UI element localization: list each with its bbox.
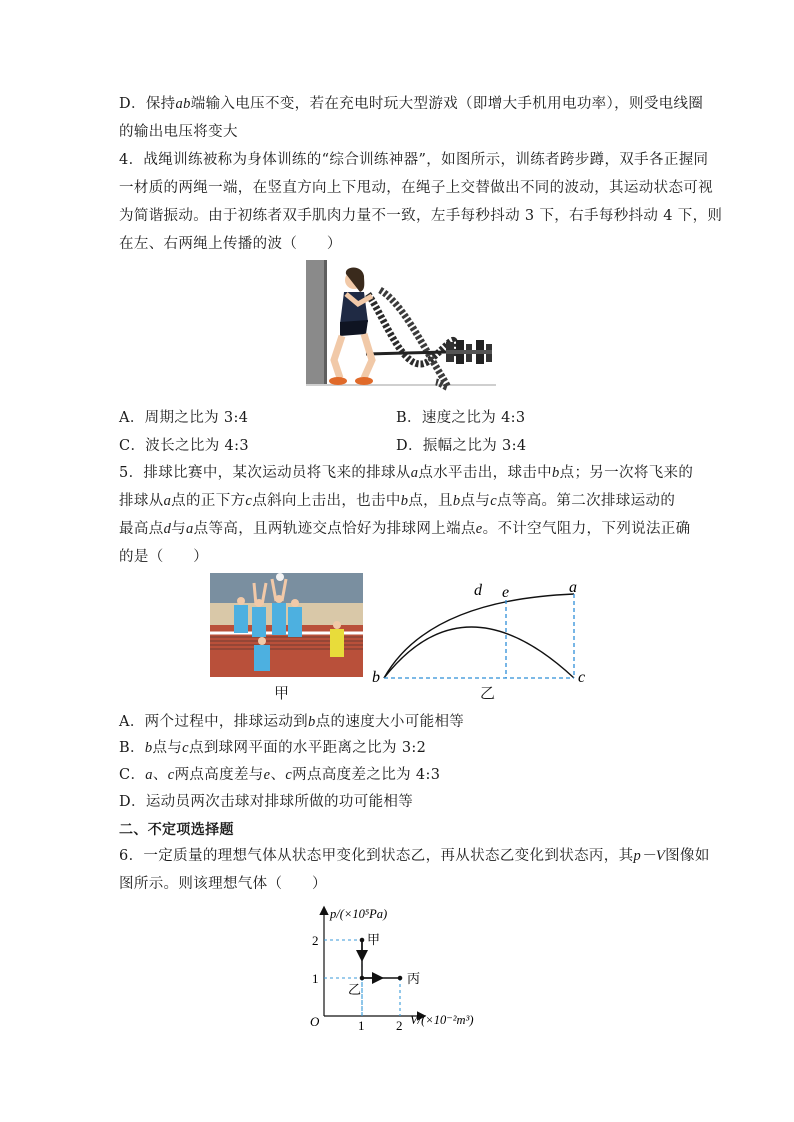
- text: 5．排球比赛中，某次运动员将飞来的排球从: [119, 465, 411, 481]
- text: 、: [270, 767, 286, 783]
- text: 点的速度大小可能相等: [315, 714, 465, 730]
- var: b: [552, 465, 560, 481]
- q4-line3: 为简谐振动。由于初练者双手肌肉力量不一致，左手每秒抖动 3 下，右手每秒抖动 4 下，则: [119, 208, 723, 224]
- var: a: [145, 767, 153, 783]
- var-ab: ab: [175, 96, 191, 112]
- state-label-yi: 乙: [348, 982, 362, 997]
- text: 两点高度差与: [174, 767, 264, 783]
- text: 点等高，且两轨迹交点恰好为排球网上端点: [193, 521, 476, 537]
- text: 点与: [460, 493, 491, 509]
- x-tick-label: 1: [358, 1018, 365, 1030]
- text: D．保持: [119, 96, 176, 112]
- text: B．: [119, 740, 145, 756]
- state-label-jia: 甲: [367, 932, 381, 947]
- text: 6．一定质量的理想气体从状态甲变化到状态乙，再从状态乙变化到状态丙，其: [119, 848, 634, 864]
- text: A．两个过程中，排球运动到: [119, 714, 309, 730]
- text: 两点高度差之比为 4:3: [292, 767, 441, 783]
- var: a: [410, 465, 419, 481]
- state-point: [398, 976, 403, 981]
- text: 点，且: [408, 493, 453, 509]
- text: 与: [171, 521, 187, 537]
- volleyball-photo: [210, 573, 363, 677]
- text: C．: [119, 767, 146, 783]
- q3-option-d-line2: 的输出电压将变大: [119, 124, 238, 140]
- state-point: [360, 976, 365, 981]
- var: b: [400, 493, 409, 509]
- section-heading: 二、不定项选择题: [119, 822, 234, 838]
- var: b: [308, 714, 316, 730]
- q5-option-c: [119, 765, 440, 785]
- battle-rope-figure: [306, 260, 496, 396]
- var: a: [163, 493, 172, 509]
- x-axis-label: V/(×10⁻²m³): [410, 1013, 474, 1027]
- q4-line1: 4．战绳训练被称为身体训练的“综合训练神器”，如图所示，训练者跨步蹲，双手各正握同: [119, 152, 709, 168]
- origin-label: O: [310, 1014, 320, 1029]
- label-e: e: [502, 584, 510, 601]
- var: e: [475, 521, 483, 537]
- text: 点的正下方: [171, 493, 246, 509]
- q5-option-b: [119, 738, 426, 758]
- var: c: [167, 767, 175, 783]
- state-label-bing: 丙: [407, 971, 421, 986]
- text: 排球从: [119, 493, 164, 509]
- text: 图像如: [665, 848, 710, 864]
- q4-line2: 一材质的两绳一端，在竖直方向上下甩动，在绳子上交替做出不同的波动，其运动状态可视: [119, 180, 713, 196]
- var: a: [186, 521, 194, 537]
- label-a: a: [569, 579, 577, 596]
- text: 最高点: [119, 521, 164, 537]
- q5-line2: [119, 491, 675, 511]
- text: 点；另一次将飞来的: [559, 465, 694, 481]
- y-tick-label: 1: [312, 971, 319, 986]
- text: 点到球网平面的水平距离之比为 3:2: [188, 740, 427, 756]
- var: c: [182, 740, 189, 756]
- q4-option-d: D．振幅之比为 3:4: [396, 438, 527, 454]
- label-c: c: [578, 669, 586, 684]
- var: e: [263, 767, 271, 783]
- pv-graph: [300, 898, 500, 1030]
- figure-caption-jia: 甲: [274, 684, 290, 702]
- q4-option-a: A．周期之比为 3:4: [119, 410, 249, 426]
- q3-option-d: [119, 94, 703, 114]
- text: 点等高。第二次排球运动的: [497, 493, 676, 509]
- trajectory-diagram: [368, 574, 596, 684]
- var: d: [163, 521, 172, 537]
- q4-line4: 在左、右两绳上传播的波（ ）: [119, 236, 342, 252]
- x-tick-label: 2: [396, 1018, 403, 1030]
- q4-option-b: B．速度之比为 4:3: [396, 410, 526, 426]
- text: 。不计空气阻力，下列说法正确: [482, 521, 691, 537]
- q5-line1: [119, 463, 693, 483]
- label-b: b: [372, 669, 380, 684]
- text: 端输入电压不变，若在充电时玩大型游戏（即增大手机用电功率），则受电线圈: [190, 96, 704, 112]
- text: 点与: [152, 740, 183, 756]
- var: c: [245, 493, 253, 509]
- var: c: [490, 493, 497, 509]
- q5-option-a: [119, 712, 464, 732]
- var: c: [285, 767, 293, 783]
- var-pv: p－V: [633, 848, 666, 864]
- y-tick-label: 2: [312, 933, 319, 948]
- text: 、: [152, 767, 168, 783]
- var: b: [452, 493, 461, 509]
- figure-caption-yi: 乙: [480, 684, 496, 702]
- label-d: d: [474, 582, 482, 599]
- q5-line3: [119, 519, 691, 539]
- y-axis-label: p/(×10⁵Pa): [330, 907, 388, 921]
- text: 点斜向上击出，也击中: [252, 493, 401, 509]
- var: b: [144, 740, 153, 756]
- q6-line2: 图所示。则该理想气体（ ）: [119, 876, 327, 892]
- q6-line1: [119, 846, 710, 866]
- q5-option-d: D．运动员两次击球对排球所做的功可能相等: [119, 794, 414, 810]
- q5-line4: 的是（ ）: [119, 549, 209, 565]
- state-point: [360, 938, 365, 943]
- text: 点水平击出，球击中: [418, 465, 552, 481]
- q4-option-c: C．波长之比为 4:3: [119, 438, 249, 454]
